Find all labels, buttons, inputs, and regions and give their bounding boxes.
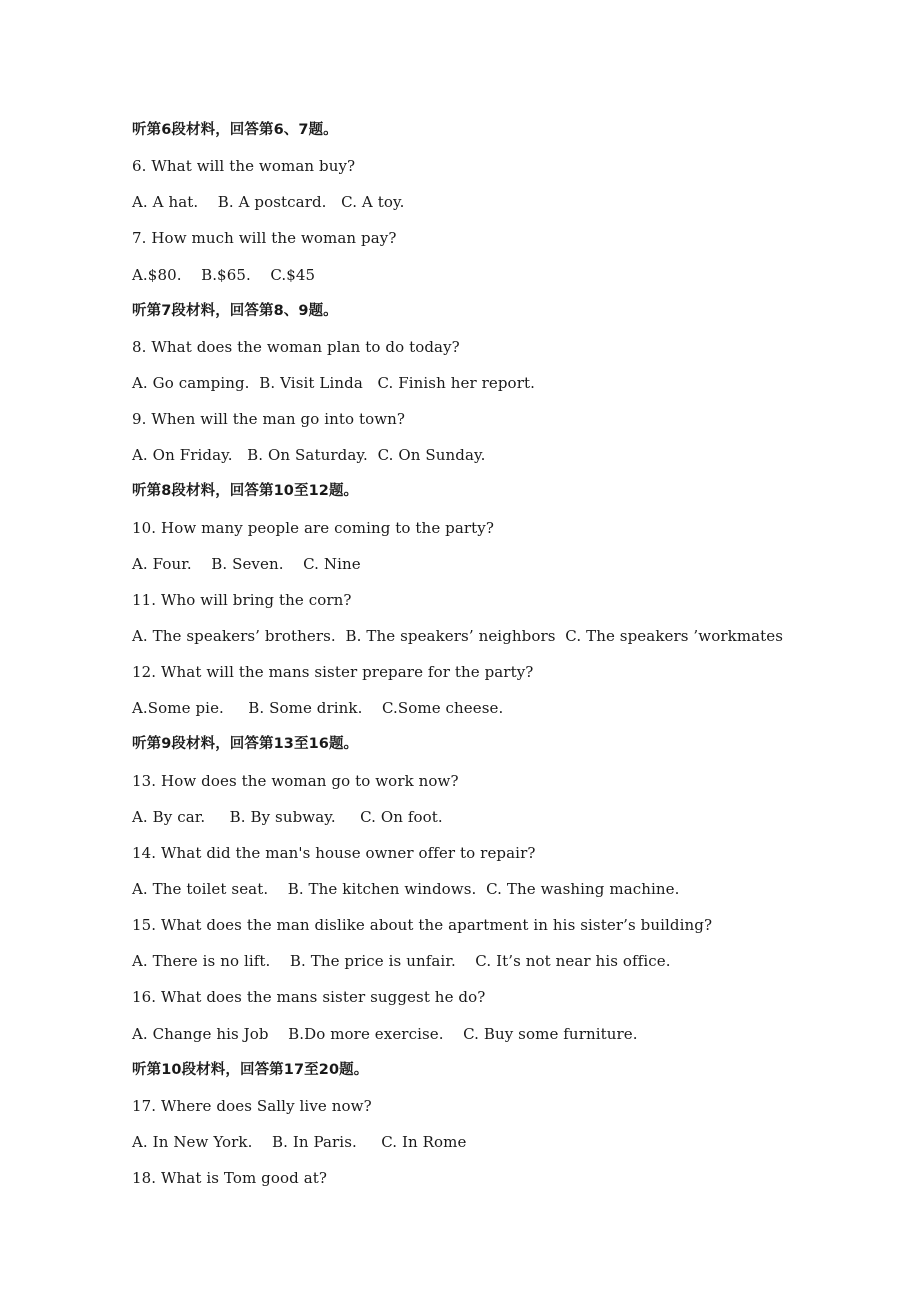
question-12: 12. What will the mans sister prepare for the party? bbox=[132, 663, 534, 682]
options-11: A. The speakers’ brothers. B. The speakers’ neighbors C. The speakers ’workmates bbox=[132, 626, 784, 645]
exam-page bbox=[132, 118, 852, 1202]
options-7: A.$80. B.$65. C.$45 bbox=[132, 265, 316, 284]
question-11: 11. Who will bring the corn? bbox=[132, 590, 352, 609]
options-10: A. Four. B. Seven. C. Nine bbox=[132, 554, 361, 573]
options-12: A.Some pie. B. Some drink. C.Some cheese. bbox=[132, 699, 504, 718]
question-16: 16. What does the mans sister suggest he do? bbox=[132, 988, 486, 1007]
options-17: A. In New York. B. In Paris. C. In Rome bbox=[132, 1132, 467, 1151]
question-15: 15. What does the man dislike about the apartment in his sister’s building? bbox=[132, 916, 713, 935]
question-18: 18. What is Tom good at? bbox=[132, 1169, 328, 1188]
question-17: 17. Where does Sally live now? bbox=[132, 1096, 372, 1115]
question-7: 7. How much will the woman pay? bbox=[132, 229, 397, 248]
options-6: A. A hat. B. A postcard. C. A toy. bbox=[132, 193, 405, 212]
section-heading-10: 听第10段材料，回答第17至20题。 bbox=[132, 1061, 369, 1078]
question-10: 10. How many people are coming to the party? bbox=[132, 518, 495, 537]
options-15: A. There is no lift. B. The price is unfair. C. It’s not near his office. bbox=[132, 952, 671, 971]
question-14: 14. What did the man's house owner offer to repair? bbox=[132, 843, 536, 862]
section-heading-6: 听第6段材料，回答第6、7题。 bbox=[132, 122, 338, 138]
question-6: 6. What will the woman buy? bbox=[132, 157, 356, 176]
question-13: 13. How does the woman go to work now? bbox=[132, 771, 459, 790]
section-heading-7: 听第7段材料，回答第8、9题。 bbox=[132, 302, 338, 319]
options-16: A. Change his Job B.Do more exercise. C. Buy some furniture. bbox=[132, 1024, 638, 1043]
section-heading-8: 听第8段材料，回答第10至12题。 bbox=[132, 483, 359, 500]
question-8: 8. What does the woman plan to do today? bbox=[132, 337, 460, 356]
options-13: A. By car. B. By subway. C. On foot. bbox=[132, 807, 443, 826]
options-14: A. The toilet seat. B. The kitchen windows. C. The washing machine. bbox=[132, 879, 680, 898]
question-9: 9. When will the man go into town? bbox=[132, 410, 406, 429]
section-heading-9: 听第9段材料，回答第13至16题。 bbox=[132, 736, 359, 753]
options-9: A. On Friday. B. On Saturday. C. On Sunday. bbox=[132, 446, 486, 465]
options-8: A. Go camping. B. Visit Linda C. Finish her report. bbox=[132, 373, 535, 392]
